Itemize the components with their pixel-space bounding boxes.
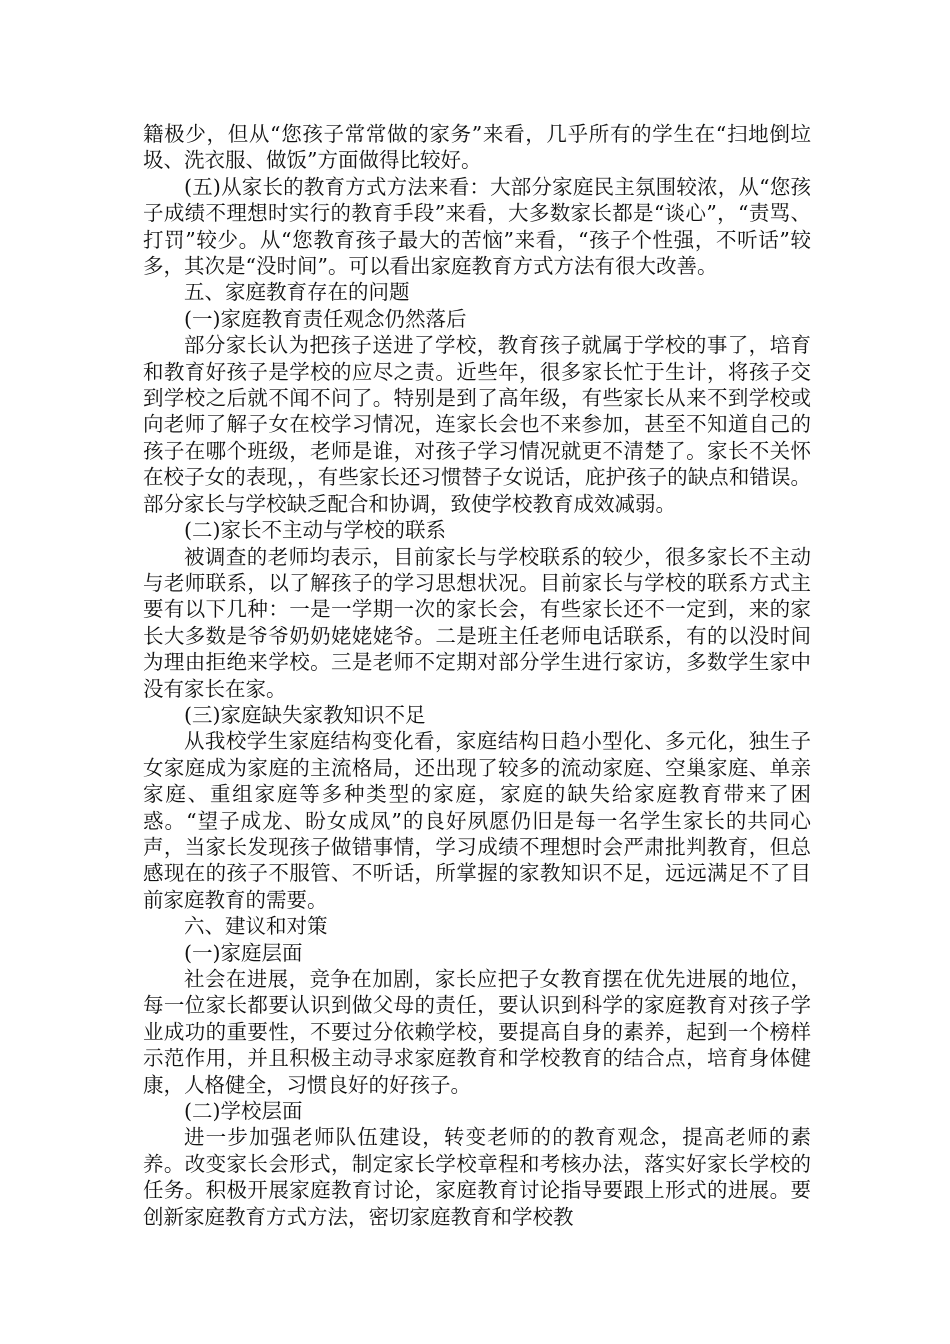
paragraph-parent-education-methods: (五)从家长的教育方式方法来看：大部分家庭民主氛围较浓，从“您孩子成绩不理想时实行的教育手段”来看，大多数家长都是“谈心”，“责骂、打罚”较少。从“您教育孩子最大的苦恼”来看，“孩子个性强，不听话”较多，其次是“没时间”。可以看出家庭教育方式方法有很大改善。	[143, 174, 811, 279]
section-heading-problems: 五、家庭教育存在的问题	[184, 280, 410, 305]
paragraph-contact: 被调查的老师均表示，目前家长与学校联系的较少，很多家长不主动与老师联系，以了解孩子的学习思想状况。目前家长与学校的联系方式主要有以下几种：一是一学期一次的家长会，有些家长还不一定到，来的家长大多数是爷爷奶奶姥姥姥爷。二是班主任老师电话联系，有的以没时间为理由拒绝来学校。三是老师不定期对部分学生进行家访，多数学生家中没有家长在家。	[143, 544, 811, 701]
paragraph-knowledge: 从我校学生家庭结构变化看，家庭结构日趋小型化、多元化，独生子女家庭成为家庭的主流格局，还出现了较多的流动家庭、空巢家庭、单亲家庭、重组家庭等多种类型的家庭，家庭的缺失给家庭教育带来了困惑。“望子成龙、盼女成凤”的良好夙愿仍旧是每一名学生家长的共同心声，当家长发现孩子做错事情，学习成绩不理想时会严肃批判教育，但总感现在的孩子不服管、不听话，所掌握的家教知识不足，远远满足不了目前家庭教育的需要。	[143, 729, 811, 912]
paragraph-responsibility: 部分家长认为把孩子送进了学校，教育孩子就属于学校的事了，培育和教育好孩子是学校的应尽之责。近些年，很多家长忙于生计，将孩子交到学校之后就不闻不问了。特别是到了高年级，有些家长从来不到学校或向老师了解子女在校学习情况，连家长会也不来参加，甚至不知道自己的孩子在哪个班级，老师是谁，对孩子学习情况就更不清楚了。家长不关怀在校子女的表现，，有些家长还习惯替子女说话，庇护孩子的缺点和错误。部分家长与学校缺乏配合和协调，致使学校教育成效减弱。	[143, 333, 811, 516]
subheading-knowledge: (三)家庭缺失家教知识不足	[184, 702, 426, 727]
section-heading-suggestions: 六、建议和对策	[184, 914, 328, 939]
paragraph-school-level: 进一步加强老师队伍建设，转变老师的的教育观念，提高老师的素养。改变家长会形式，制定家长学校章程和考核办法，落实好家长学校的任务。积极开展家庭教育讨论，家庭教育讨论指导要跟上形式的进展。要创新家庭教育方式方法，密切家庭教育和学校教	[143, 1125, 811, 1229]
subheading-family-level: (一)家庭层面	[184, 940, 303, 965]
subheading-responsibility: (一)家庭教育责任观念仍然落后	[184, 306, 467, 331]
subheading-school-level: (二)学校层面	[184, 1099, 303, 1124]
paragraph-1: 籍极少，但从“您孩子常常做的家务”来看，几乎所有的学生在“扫地倒垃圾、洗衣服、做饭”方面做得比较好。	[143, 122, 811, 173]
paragraph-family-level: 社会在进展，竞争在加剧，家长应把子女教育摆在优先进展的地位，每一位家长都要认识到做父母的责任，要认识到科学的家庭教育对孩子学业成功的重要性，不要过分依赖学校，要提高自身的素养，起到一个榜样示范作用，并且积极主动寻求家庭教育和学校教育的结合点，培育身体健康，人格健全，习惯良好的好孩子。	[143, 967, 811, 1097]
subheading-contact: (二)家长不主动与学校的联系	[184, 518, 446, 543]
document-page	[143, 121, 811, 1230]
